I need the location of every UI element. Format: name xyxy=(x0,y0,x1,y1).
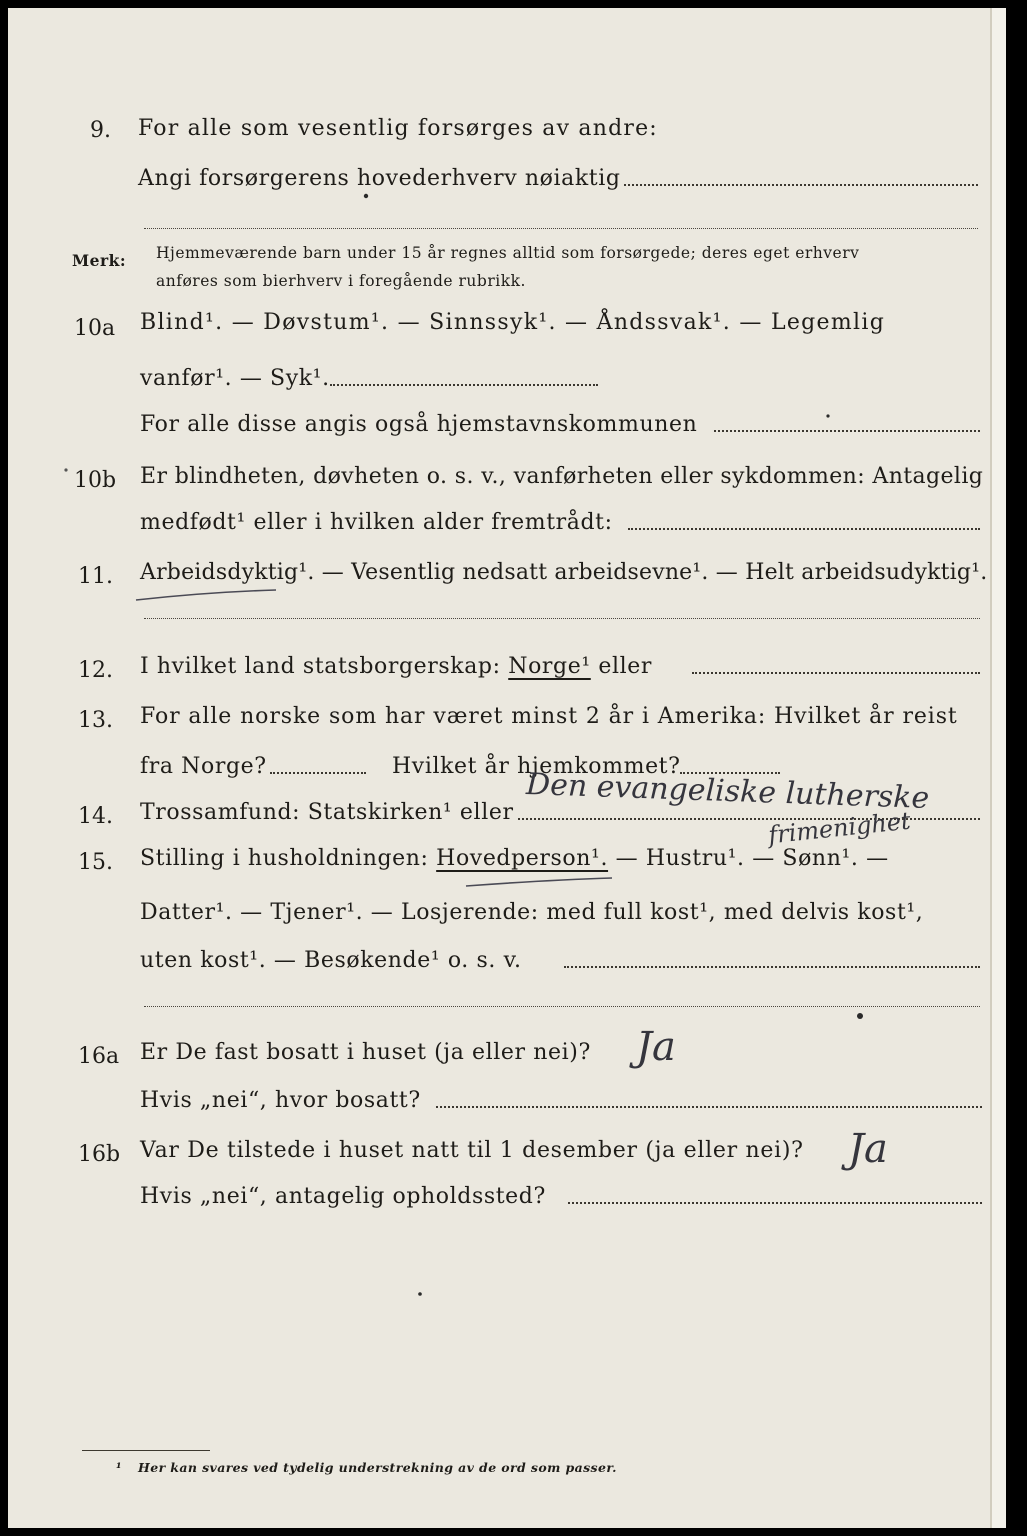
q13-line2b: Hvilket år hjemkommet? xyxy=(392,754,681,779)
q12-number: 12. xyxy=(78,658,113,683)
q16b-handwritten-answer: Ja xyxy=(848,1126,888,1172)
q10a-line1: Blind¹. — Døvstum¹. — Sinnssyk¹. — Åndssvak¹. — Legemlig xyxy=(140,310,886,335)
q13-number: 13. xyxy=(78,708,113,733)
q13-line2a: fra Norge? xyxy=(140,754,267,779)
q15-number: 15. xyxy=(78,850,113,875)
q9-number: 9. xyxy=(90,118,111,143)
q10b-line2: medfødt¹ eller i hvilken alder fremtrådt: xyxy=(140,510,613,535)
q15-pen-underline xyxy=(466,878,612,886)
q14-handwritten-answer-line2: frimenighet xyxy=(766,806,912,850)
q10a-line3: For alle disse angis også hjemstavnskommunen xyxy=(140,412,698,437)
q16a-handwritten-answer: Ja xyxy=(636,1024,676,1070)
q16b-line2: Hvis „nei“, antagelig opholdssted? xyxy=(140,1184,546,1209)
q11-text: Arbeidsdyktig¹. — Vesentlig nedsatt arbeidsevne¹. — Helt arbeidsudyktig¹. xyxy=(140,560,988,585)
q10a-line2: vanfør¹. — Syk¹. xyxy=(140,366,330,391)
q12-option-norge[interactable]: Norge¹ xyxy=(508,654,591,679)
handwriting-strokes xyxy=(8,8,1006,1528)
q11-pen-underline xyxy=(136,590,276,600)
q15-option-hovedperson[interactable]: Hovedperson¹. xyxy=(436,846,609,871)
q9-line1: For alle som vesentlig forsørges av andre: xyxy=(138,116,658,141)
merk-line2: anføres som bierhverv i foregående rubrikk. xyxy=(156,272,526,290)
q10b-number: 10b xyxy=(74,468,117,493)
census-form-page xyxy=(8,8,1006,1528)
q15-line3: uten kost¹. — Besøkende¹ o. s. v. xyxy=(140,948,522,973)
ink-dot xyxy=(364,194,368,198)
q10a-number: 10a xyxy=(74,316,116,341)
q15-other-options: — Hustru¹. — Sønn¹. — xyxy=(615,846,889,871)
merk-line1: Hjemmeværende barn under 15 år regnes alltid som forsørgede; deres eget erhverv xyxy=(156,244,860,262)
q16b-number: 16b xyxy=(78,1142,121,1167)
q14-text: Trossamfund: Statskirken¹ eller xyxy=(140,800,514,825)
merk-label: Merk: xyxy=(72,251,127,270)
q11-number: 11. xyxy=(78,564,113,589)
q10b-line1: Er blindheten, døvheten o. s. v., vanførheten eller sykdommen: Antagelig xyxy=(140,464,984,489)
q12-prefix: I hvilket land statsborgerskap: xyxy=(140,654,501,679)
q15-label: Stilling i husholdningen: xyxy=(140,846,429,871)
q16a-line2: Hvis „nei“, hvor bosatt? xyxy=(140,1088,421,1113)
q9-line2: Angi forsørgerens hovederhverv nøiaktig xyxy=(138,166,621,191)
q14-number: 14. xyxy=(78,804,113,829)
footnote-text: Her kan svares ved tydelig understrekning av de ord som passer. xyxy=(138,1460,617,1475)
footnote-mark: ¹ xyxy=(116,1460,122,1475)
q16a-line1: Er De fast bosatt i huset (ja eller nei)? xyxy=(140,1040,591,1065)
q15-line2: Datter¹. — Tjener¹. — Losjerende: med full kost¹, med delvis kost¹, xyxy=(140,900,924,925)
q13-line1: For alle norske som har været minst 2 år i Amerika: Hvilket år reist xyxy=(140,704,958,729)
ink-dot xyxy=(64,468,67,471)
ink-dot xyxy=(418,1292,422,1296)
q12-suffix: eller xyxy=(598,654,652,679)
ink-dot xyxy=(826,414,829,417)
q14-handwritten-answer-line1: Den evangeliske lutherske xyxy=(525,766,930,817)
ink-dot xyxy=(857,1013,863,1019)
q16b-line1: Var De tilstede i huset natt til 1 desember (ja eller nei)? xyxy=(140,1138,804,1163)
q16a-number: 16a xyxy=(78,1044,120,1069)
